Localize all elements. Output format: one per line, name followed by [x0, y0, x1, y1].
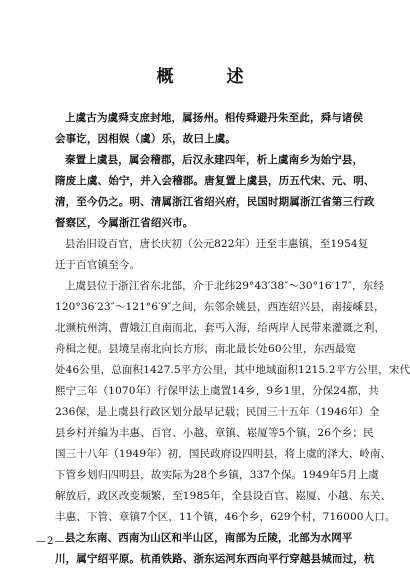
text-line: 120°36′23″～121°6′9″之间，东邻余姚县，西连绍兴县，南接嵊县， — [55, 301, 385, 313]
text-line: 下管乡划归四明县，故实际为28个乡镇，337个保。1949年5月上虞 — [55, 469, 379, 481]
text-line: 国三十八年（1949年）初，国民政府设四明县，将上虞的泽大、岭南、 — [55, 448, 392, 460]
body-text — [55, 108, 410, 570]
text-line: 隋废上虞、始宁，并入会稽郡。唐复置上虞县，历五代宋、元、明、 — [55, 175, 375, 187]
paragraph-geography — [55, 276, 410, 528]
text-line: 秦置上虞县，属会稽郡，后汉永建四年，析上虞南乡为始宁县， — [65, 154, 364, 166]
text-line: 迁于百官镇至今。 — [55, 259, 141, 271]
text-line: 上虞县位于浙江省东北部，介于北纬29°43′38″～30°16′17″，东经 — [65, 280, 384, 292]
text-line: 清，至今仍之。明、清属浙江省绍兴府，民国时期属浙江省第三行政 — [55, 196, 375, 208]
text-line: 督察区，今属浙江省绍兴市。 — [55, 217, 194, 229]
paragraph-origin — [55, 108, 364, 150]
paragraph-history — [55, 150, 375, 234]
text-line: 熙宁三年（1070年）行保甲法上虞置14乡，9乡1里，分保24都，共 — [55, 385, 379, 397]
text-line: 县乡村并编为丰惠、百官、小越、章镇、崧厦等5个镇，26个乡；民 — [55, 427, 374, 439]
text-line: 县之东南、西南为山区和半山区，南部为丘陵，北部为水网平 — [65, 532, 353, 544]
text-line: 解放后，政区改变频繁，至1985年，全县设百官、崧厦、小越、东关、 — [55, 490, 392, 502]
text-line: 川，属宁绍平原。杭甬铁路、浙东运河东西向平行穿越县城而过，杭 — [55, 553, 375, 565]
text-line: 236保，是上虞县行政区划分最早记载；民国三十五年（1946年）全 — [55, 406, 380, 418]
page-title: 概 述 — [156, 67, 262, 87]
text-line: 上虞古为虞舜支庶封地，属扬州。相传舜避丹朱至此，舜与诸侯 — [65, 112, 364, 124]
text-line: 会事讫，因相娱（虞）乐，故曰上虞。 — [55, 133, 237, 145]
text-line: 丰惠、下管、章镇7个区，11个镇，46个乡，629个村，716000人口。 — [55, 511, 396, 523]
text-line: 处46公里，总面积1427.5平方公里，其中地域面积1215.2平方公里，宋代 — [55, 364, 410, 376]
text-line: 县治旧设百官，唐长庆初（公元822年）迁至丰惠镇，至1954复 — [65, 238, 369, 250]
paragraph-county-seat — [55, 234, 369, 276]
text-line: 北濒杭州湾，曹娥江自南而北，套丐入海，给两岸人民带来灌溉之利， — [55, 322, 386, 334]
text-line: 舟楫之便。县境呈南北向长方形，南北最长处60公里，东西最宽 — [55, 343, 357, 355]
paragraph-terrain — [55, 528, 375, 570]
page-number: —2— — [36, 536, 66, 547]
